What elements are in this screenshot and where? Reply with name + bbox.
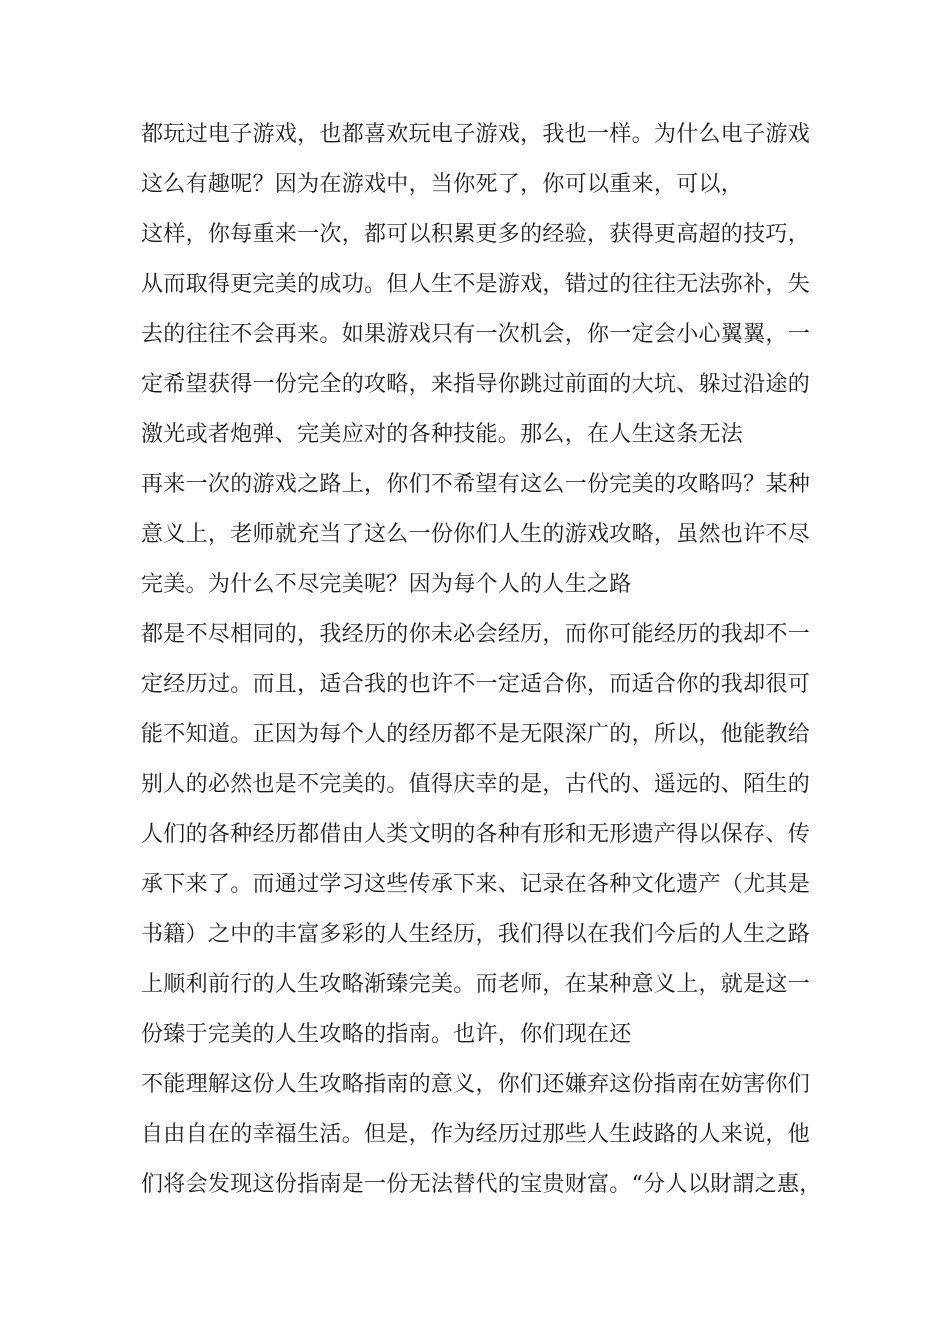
text-line: 都玩过电子游戏，也都喜欢玩电子游戏，我也一样。为什么电子游戏 bbox=[141, 122, 811, 147]
text-line: 完美。为什么不尽完美呢？因为每个人的人生之路 bbox=[141, 572, 632, 597]
text-line: 再来一次的游戏之路上，你们不希望有这么一份完美的攻略吗？某种 bbox=[141, 472, 811, 497]
text-line: 从而取得更完美的成功。但人生不是游戏，错过的往往无法弥补，失 bbox=[141, 272, 811, 297]
text-line: 意义上，老师就充当了这么一份你们人生的游戏攻略，虽然也许不尽 bbox=[141, 522, 811, 547]
text-line: 不能理解这份人生攻略指南的意义，你们还嫌弃这份指南在妨害你们 bbox=[141, 1072, 811, 1097]
text-line: 激光或者炮弹、完美应对的各种技能。那么，在人生这条无法 bbox=[141, 422, 744, 447]
text-line: 人们的各种经历都借由人类文明的各种有形和无形遗产得以保存、传 bbox=[141, 822, 811, 847]
text-line: 这样，你每重来一次，都可以积累更多的经验，获得更高超的技巧， bbox=[141, 222, 811, 247]
text-line: 都是不尽相同的，我经历的你未必会经历，而你可能经历的我却不一 bbox=[141, 622, 811, 647]
text-line: 这么有趣呢？因为在游戏中，当你死了，你可以重来，可以， bbox=[141, 172, 744, 197]
text-line: 书籍）之中的丰富多彩的人生经历，我们得以在我们今后的人生之路 bbox=[141, 922, 811, 947]
text-line: 们将会发现这份指南是一份无法替代的宝贵财富。“分人以財謂之惠， bbox=[141, 1172, 822, 1197]
text-line: 份臻于完美的人生攻略的指南。也许，你们现在还 bbox=[141, 1022, 632, 1047]
text-line: 上顺利前行的人生攻略渐臻完美。而老师，在某种意义上，就是这一 bbox=[141, 972, 811, 997]
text-line: 能不知道。正因为每个人的经历都不是无限深广的，所以，他能教给 bbox=[141, 722, 811, 747]
text-line: 定希望获得一份完全的攻略，来指导你跳过前面的大坑、躲过沿途的 bbox=[141, 372, 811, 397]
text-line: 别人的必然也是不完美的。值得庆幸的是，古代的、遥远的、陌生的 bbox=[141, 772, 811, 797]
text-line: 去的往往不会再来。如果游戏只有一次机会，你一定会小心翼翼，一 bbox=[141, 322, 811, 347]
text-line: 承下来了。而通过学习这些传承下来、记录在各种文化遗产（尤其是 bbox=[141, 872, 811, 897]
text-line: 定经历过。而且，适合我的也许不一定适合你，而适合你的我却很可 bbox=[141, 672, 811, 697]
text-line: 自由自在的幸福生活。但是，作为经历过那些人生歧路的人来说，他 bbox=[141, 1122, 811, 1147]
